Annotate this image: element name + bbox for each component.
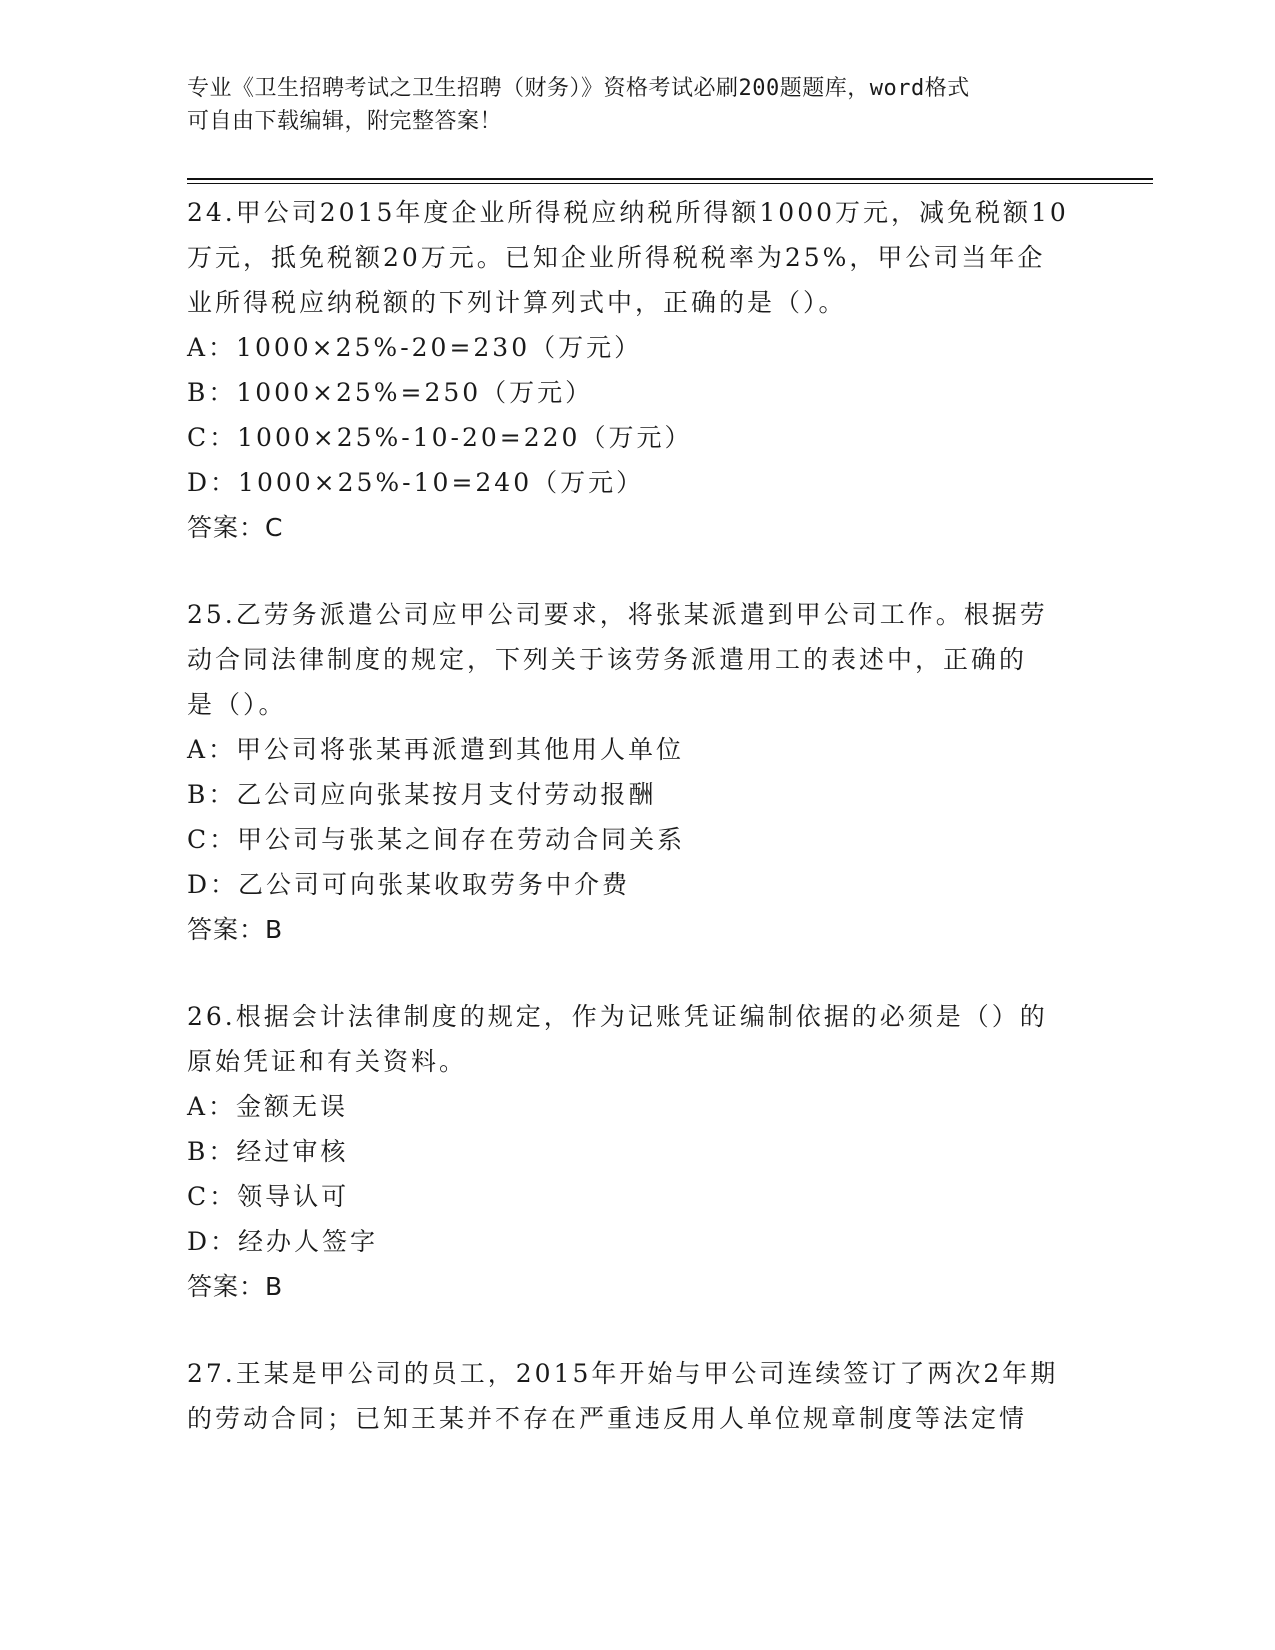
- question-25: [187, 592, 1087, 952]
- option-d: D：1000×25%-10=240（万元）: [187, 468, 645, 497]
- answer: 答案：C: [187, 513, 284, 542]
- document-header: [187, 72, 1067, 138]
- question-27: [187, 1351, 1087, 1441]
- question-stem-line: 26.根据会计法律制度的规定，作为记账凭证编制依据的必须是（）的: [187, 1002, 1048, 1031]
- option-c: C：领导认可: [187, 1182, 350, 1211]
- answer: 答案：B: [187, 915, 284, 944]
- option-d: D：经办人签字: [187, 1227, 379, 1256]
- question-stem-line: 25.乙劳务派遣公司应甲公司要求，将张某派遣到甲公司工作。根据劳: [187, 600, 1048, 629]
- question-26: [187, 994, 1087, 1309]
- option-a: A：甲公司将张某再派遣到其他用人单位: [187, 735, 685, 764]
- option-b: B：1000×25%=250（万元）: [187, 378, 594, 407]
- header-divider-thick: [187, 178, 1153, 180]
- question-stem-line: 27.王某是甲公司的员工，2015年开始与甲公司连续签订了两次2年期: [187, 1359, 1059, 1388]
- question-stem-line: 万元，抵免税额20万元。已知企业所得税税率为25%，甲公司当年企: [187, 243, 1046, 272]
- question-list: [187, 190, 1087, 1483]
- option-d: D：乙公司可向张某收取劳务中介费: [187, 870, 631, 899]
- question-stem-line: 24.甲公司2015年度企业所得税应纳税所得额1000万元，减免税额10: [187, 198, 1069, 227]
- question-stem-line: 业所得税应纳税额的下列计算列式中，正确的是（）。: [187, 288, 847, 317]
- header-line-1: 专业《卫生招聘考试之卫生招聘（财务）》资格考试必刷200题题库，word格式: [187, 76, 970, 101]
- option-b: B：经过审核: [187, 1137, 349, 1166]
- option-b: B：乙公司应向张某按月支付劳动报酬: [187, 780, 657, 809]
- header-divider-thin: [187, 183, 1153, 184]
- question-stem-line: 动合同法律制度的规定，下列关于该劳务派遣用工的表述中，正确的: [187, 645, 1028, 674]
- header-line-2: 可自由下载编辑，附完整答案！: [187, 109, 503, 134]
- question-stem-line: 是（）。: [187, 690, 287, 719]
- answer: 答案：B: [187, 1272, 284, 1301]
- option-a: A：1000×25%-20=230（万元）: [187, 333, 643, 362]
- option-c: C：甲公司与张某之间存在劳动合同关系: [187, 825, 686, 854]
- question-stem-line: 原始凭证和有关资料。: [187, 1047, 468, 1076]
- option-a: A：金额无误: [187, 1092, 349, 1121]
- question-stem-line: 的劳动合同；已知王某并不存在严重违反用人单位规章制度等法定情: [187, 1404, 1028, 1433]
- option-c: C：1000×25%-10-20=220（万元）: [187, 423, 693, 452]
- question-24: [187, 190, 1087, 550]
